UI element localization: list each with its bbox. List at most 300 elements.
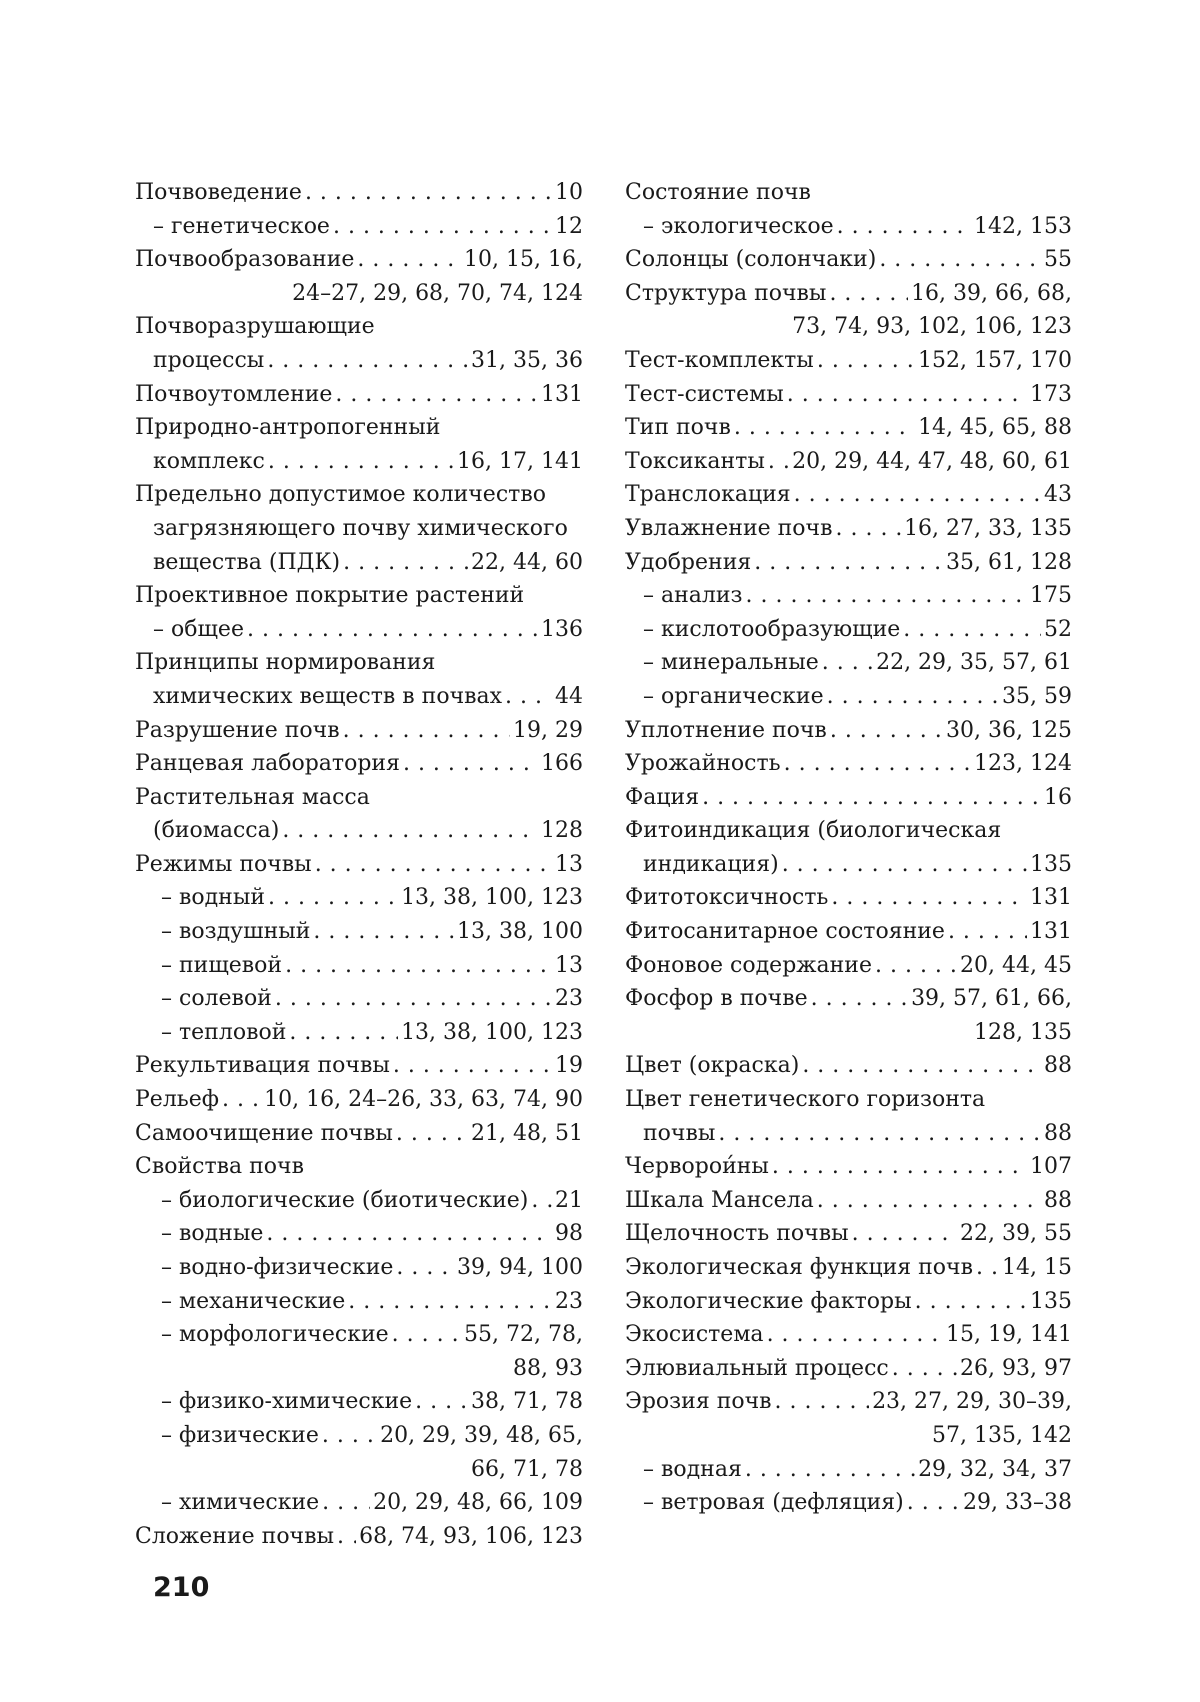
index-entry	[135, 1251, 583, 1285]
dot-leader	[305, 176, 552, 210]
index-entry	[625, 747, 1072, 781]
index-entry	[135, 646, 583, 713]
index-entry	[625, 243, 1072, 277]
index-term: – биологические (биотические)	[161, 1187, 529, 1213]
dot-leader	[343, 714, 510, 748]
index-entry-line	[135, 210, 583, 244]
dot-leader	[337, 1520, 356, 1554]
index-page-refs: 35, 59	[1002, 683, 1072, 709]
dot-leader	[948, 915, 1027, 949]
index-term: Уплотнение почв	[625, 717, 827, 743]
index-page-refs: 13, 38, 100, 123	[401, 1019, 583, 1045]
index-entry	[135, 982, 583, 1016]
dot-leader	[811, 982, 908, 1016]
index-entry-line	[135, 747, 583, 781]
index-term: Экологические факторы	[625, 1288, 912, 1314]
index-entry	[625, 646, 1072, 680]
index-term: Рельеф	[135, 1087, 220, 1113]
dot-leader	[784, 747, 971, 781]
index-term: – экологическое	[643, 213, 834, 239]
index-page-refs: 38, 71, 78	[471, 1389, 583, 1415]
index-term: Растительная масса	[135, 784, 370, 810]
index-entry	[625, 1285, 1072, 1319]
index-page-refs: 23	[555, 986, 583, 1012]
dot-leader	[505, 680, 552, 714]
index-page-refs: 128, 135	[974, 1019, 1072, 1045]
index-entry	[135, 1285, 583, 1319]
index-term: – водный	[161, 885, 266, 911]
index-entry	[625, 1049, 1072, 1083]
index-page-refs: 10	[555, 180, 583, 205]
index-page-refs: 20, 44, 45	[960, 952, 1072, 978]
index-entry-line	[625, 478, 1072, 512]
index-entry	[625, 478, 1072, 512]
index-term: – генетическое	[153, 213, 330, 239]
index-term: – воздушный	[161, 919, 311, 945]
index-term: Токсиканты	[625, 448, 765, 474]
index-term: Почвообразование	[135, 247, 355, 273]
index-term: Фитоиндикация (биологическая	[625, 818, 1002, 844]
index-page-refs: 88	[1044, 1053, 1072, 1079]
index-entry-line	[625, 546, 1072, 580]
index-page-refs: 39, 57, 61, 66,	[911, 986, 1072, 1012]
index-entry	[135, 176, 583, 210]
index-term: Увлажнение почв	[625, 515, 833, 541]
index-term: Свойства почв	[135, 1154, 304, 1180]
index-entry-line	[135, 310, 583, 344]
index-entry	[135, 579, 583, 646]
index-term: почвы	[643, 1120, 716, 1146]
index-entry-line	[135, 1251, 583, 1285]
index-entry	[625, 1486, 1072, 1520]
dot-leader	[831, 881, 1027, 915]
index-entry-line	[625, 1318, 1072, 1352]
index-entry-line	[135, 814, 583, 848]
dot-leader	[531, 1184, 552, 1218]
index-page-refs: 24–27, 29, 68, 70, 74, 124	[292, 280, 583, 306]
index-entry	[135, 1520, 583, 1554]
index-term: – химические	[161, 1490, 320, 1516]
index-entry-line	[135, 1419, 583, 1453]
index-entry-line	[625, 512, 1072, 546]
index-entry	[135, 243, 583, 310]
index-entry-line	[135, 613, 583, 647]
index-entry	[135, 714, 583, 748]
index-entry-line	[135, 1385, 583, 1419]
index-entry-line	[135, 646, 583, 680]
index-entry-line	[135, 579, 583, 613]
index-term: вещества (ПДК)	[153, 549, 341, 575]
index-entry	[625, 949, 1072, 983]
index-entry	[135, 411, 583, 478]
dot-leader	[267, 344, 468, 378]
index-term: Разрушение почв	[135, 717, 340, 743]
index-page-refs: 135	[1030, 851, 1072, 877]
dot-leader	[875, 949, 957, 983]
index-page-refs: 22, 44, 60	[471, 549, 583, 575]
index-term: Состояние почв	[625, 180, 811, 205]
index-term: Фитотоксичность	[625, 885, 829, 911]
index-entry-line	[625, 1083, 1072, 1117]
index-page-refs: 135	[1030, 1288, 1072, 1314]
index-entry-line	[135, 445, 583, 479]
index-entry-line	[135, 1285, 583, 1319]
dot-leader	[322, 1486, 370, 1520]
index-page-refs: 12	[555, 213, 583, 239]
index-page-refs: 131	[1030, 885, 1072, 911]
dot-leader	[852, 1217, 957, 1251]
index-entry	[625, 680, 1072, 714]
index-entry-line	[625, 344, 1072, 378]
dot-leader	[827, 680, 999, 714]
dot-leader	[289, 1016, 398, 1050]
index-entry-line	[625, 445, 1072, 479]
index-page-refs: 43	[1044, 482, 1072, 508]
dot-leader	[268, 881, 398, 915]
dot-leader	[315, 848, 552, 882]
index-entry-line	[625, 1352, 1072, 1386]
dot-leader	[266, 1217, 552, 1251]
index-term: – пищевой	[161, 952, 283, 978]
dot-leader	[313, 915, 454, 949]
index-term: Самоочищение почвы	[135, 1120, 393, 1146]
dot-leader	[817, 1184, 1041, 1218]
dot-leader	[879, 243, 1041, 277]
index-entry	[135, 1049, 583, 1083]
dot-leader	[817, 344, 915, 378]
page-number: 210	[153, 1572, 210, 1603]
index-term: химических веществ в почвах	[153, 683, 503, 709]
index-term: – физические	[161, 1422, 319, 1448]
index-entry-line	[135, 1184, 583, 1218]
index-term: Почвоутомление	[135, 381, 333, 407]
index-entry	[135, 1083, 583, 1117]
index-term: Щелочность почвы	[625, 1221, 849, 1247]
dot-leader	[322, 1419, 377, 1453]
index-page-refs: 29, 33–38	[963, 1490, 1072, 1516]
index-term: – анализ	[643, 583, 743, 609]
index-term: Транслокация	[625, 482, 791, 508]
index-page-refs: 16	[1044, 784, 1072, 810]
index-entry	[135, 1318, 583, 1385]
dot-leader	[837, 210, 971, 244]
index-term: Экологическая функция почв	[625, 1255, 973, 1280]
dot-leader	[275, 982, 552, 1016]
index-term: – ветровая (дефляция)	[643, 1490, 904, 1516]
index-entry-line	[135, 176, 583, 210]
index-entry-line	[135, 1352, 583, 1386]
index-entry-line	[625, 680, 1072, 714]
dot-leader	[976, 1251, 999, 1285]
dot-leader	[222, 1083, 261, 1117]
index-term: Цвет генетического горизонта	[625, 1087, 986, 1113]
dot-leader	[903, 613, 1041, 647]
index-entry-line	[625, 814, 1072, 848]
index-entry-line	[135, 243, 583, 277]
index-page-refs: 68, 74, 93, 106, 123	[359, 1523, 583, 1549]
index-page-refs: 21, 48, 51	[471, 1120, 583, 1146]
index-page-refs: 13, 38, 100	[457, 919, 583, 945]
dot-leader	[835, 512, 901, 546]
index-term: индикация)	[643, 851, 779, 877]
index-page-refs: 55	[1044, 247, 1072, 273]
index-term: Экосистема	[625, 1322, 764, 1348]
dot-leader	[396, 1251, 454, 1285]
index-entry	[135, 848, 583, 882]
index-entry-line	[625, 243, 1072, 277]
index-term: Черворои́ны	[625, 1154, 769, 1180]
index-entry-line	[625, 982, 1072, 1016]
index-entry-line	[135, 1083, 583, 1117]
index-entry	[625, 1217, 1072, 1251]
index-entry-line	[135, 411, 583, 445]
index-term: – водные	[161, 1221, 264, 1247]
index-entry	[625, 445, 1072, 479]
index-page-refs: 22, 29, 35, 57, 61	[876, 650, 1072, 676]
dot-leader	[393, 1049, 552, 1083]
index-column-left	[135, 176, 583, 1553]
index-entry	[625, 176, 1072, 243]
index-page-refs: 10, 15, 16,	[464, 247, 583, 273]
index-page-refs: 66, 71, 78	[471, 1456, 583, 1482]
index-term: Шкала Мансела	[625, 1187, 814, 1213]
dot-leader	[775, 1385, 870, 1419]
index-page-refs: 44	[555, 683, 583, 709]
index-term: – водная	[643, 1456, 742, 1482]
index-term: Фосфор в почве	[625, 986, 808, 1012]
index-term: Рекультивация почвы	[135, 1053, 390, 1079]
index-page-refs: 128	[541, 818, 583, 844]
index-term: Тип почв	[625, 415, 731, 441]
index-term: Предельно допустимое количество	[135, 482, 546, 508]
index-page-refs: 19	[555, 1053, 583, 1079]
index-term: – физико-химические	[161, 1389, 413, 1415]
index-entry-line	[625, 176, 1072, 210]
index-page-refs: 20, 29, 44, 47, 48, 60, 61	[792, 448, 1072, 474]
index-entry	[625, 814, 1072, 881]
dot-leader	[734, 411, 915, 445]
dot-leader	[822, 646, 873, 680]
index-term: – минеральные	[643, 650, 819, 676]
dot-leader	[745, 1453, 915, 1487]
index-page-refs: 142, 153	[974, 213, 1072, 239]
dot-leader	[892, 1352, 957, 1386]
index-page-refs: 88, 93	[513, 1355, 583, 1381]
dot-leader	[333, 210, 552, 244]
index-entry-line	[625, 277, 1072, 311]
index-entry	[135, 781, 583, 848]
index-entry-line	[135, 1453, 583, 1487]
dot-leader	[415, 1385, 468, 1419]
index-page-refs: 39, 94, 100	[457, 1255, 583, 1280]
index-term: Удобрения	[625, 549, 752, 575]
index-page-refs: 131	[541, 381, 583, 407]
index-entry	[135, 881, 583, 915]
index-page-refs: 29, 32, 34, 37	[918, 1456, 1072, 1482]
index-column-right	[625, 176, 1072, 1520]
index-entry	[625, 1251, 1072, 1285]
index-entry-line	[135, 378, 583, 412]
index-term: – водно-физические	[161, 1255, 394, 1280]
index-entry-line	[135, 915, 583, 949]
index-page-refs: 52	[1044, 616, 1072, 642]
index-entry	[625, 613, 1072, 647]
dot-leader	[915, 1285, 1027, 1319]
index-term: Элювиальный процесс	[625, 1355, 889, 1381]
index-page-refs: 31, 35, 36	[471, 347, 583, 373]
index-term: – общее	[153, 616, 244, 642]
index-entry-line	[135, 949, 583, 983]
index-entry	[625, 378, 1072, 412]
index-entry-line	[135, 848, 583, 882]
index-entry	[625, 1318, 1072, 1352]
index-entry	[135, 378, 583, 412]
index-entry-line	[625, 378, 1072, 412]
index-entry-line	[135, 1318, 583, 1352]
index-entry	[135, 915, 583, 949]
index-term: Фация	[625, 784, 700, 810]
index-entry-line	[625, 646, 1072, 680]
index-page-refs: 173	[1030, 381, 1072, 407]
index-entry-line	[135, 680, 583, 714]
index-page-refs: 131	[1030, 919, 1072, 945]
index-page-refs: 16, 39, 66, 68,	[911, 280, 1072, 306]
index-entry-line	[625, 915, 1072, 949]
index-entry-line	[135, 1049, 583, 1083]
index-entry-line	[135, 881, 583, 915]
index-entry	[625, 344, 1072, 378]
index-term: Ранцевая лаборатория	[135, 751, 400, 777]
dot-leader	[829, 277, 908, 311]
dot-leader	[348, 1285, 552, 1319]
index-entry-line	[625, 848, 1072, 882]
dot-leader	[787, 378, 1027, 412]
index-entry	[135, 310, 583, 377]
index-term: Сложение почвы	[135, 1523, 334, 1549]
index-term: Цвет (окраска)	[625, 1053, 800, 1079]
index-entry-line	[625, 1453, 1072, 1487]
index-entry	[625, 546, 1072, 580]
index-entry-line	[625, 1016, 1072, 1050]
index-term: процессы	[153, 347, 265, 373]
dot-leader	[772, 1150, 1027, 1184]
index-term: Природно-антропогенный	[135, 415, 441, 441]
index-entry	[625, 881, 1072, 915]
index-term: – тепловой	[161, 1019, 287, 1045]
index-page-refs: 23, 27, 29, 30–39,	[872, 1389, 1072, 1415]
index-entry	[625, 411, 1072, 445]
index-entry	[135, 210, 583, 244]
index-entry	[135, 478, 583, 579]
index-page-refs: 14, 45, 65, 88	[918, 415, 1072, 441]
index-entry-line	[135, 344, 583, 378]
index-page-refs: 35, 61, 128	[946, 549, 1072, 575]
index-entry	[135, 1486, 583, 1520]
index-page-refs: 57, 135, 142	[932, 1422, 1072, 1448]
dot-leader	[782, 848, 1027, 882]
index-entry	[135, 1117, 583, 1151]
index-entry	[625, 714, 1072, 748]
index-entry-line	[625, 1217, 1072, 1251]
index-entry	[625, 277, 1072, 344]
index-page-refs: 26, 93, 97	[960, 1355, 1072, 1381]
index-page-refs: 20, 29, 48, 66, 109	[373, 1490, 583, 1516]
index-term: – механические	[161, 1288, 346, 1314]
index-entry	[135, 1217, 583, 1251]
index-term: Тест-системы	[625, 381, 784, 407]
index-entry	[625, 781, 1072, 815]
index-entry-line	[135, 478, 583, 512]
dot-leader	[702, 781, 1041, 815]
index-entry-line	[135, 982, 583, 1016]
index-page-refs: 16, 27, 33, 135	[904, 515, 1072, 541]
index-page-refs: 20, 29, 39, 48, 65,	[380, 1422, 583, 1448]
index-entry-line	[135, 714, 583, 748]
dot-leader	[403, 747, 538, 781]
index-page-refs: 73, 74, 93, 102, 106, 123	[792, 314, 1072, 340]
index-page-refs: 136	[541, 616, 583, 642]
index-entry-line	[625, 1184, 1072, 1218]
dot-leader	[802, 1049, 1041, 1083]
dot-leader	[767, 1318, 943, 1352]
index-entry-line	[625, 1049, 1072, 1083]
index-term: Тест-комплекты	[625, 347, 814, 373]
index-entry-line	[625, 1419, 1072, 1453]
index-entry-line	[625, 411, 1072, 445]
index-term: Проективное покрытие растений	[135, 583, 525, 609]
index-entry-line	[625, 310, 1072, 344]
dot-leader	[392, 1318, 461, 1352]
index-entry-line	[625, 949, 1072, 983]
index-term: Структура почвы	[625, 280, 827, 306]
index-entry	[625, 1083, 1072, 1150]
index-page-refs: 13	[555, 851, 583, 877]
index-entry	[135, 1016, 583, 1050]
index-entry-line	[625, 210, 1072, 244]
index-entry-line	[135, 1486, 583, 1520]
index-entry	[625, 512, 1072, 546]
index-page-refs: 23	[555, 1288, 583, 1314]
index-page-refs: 19, 29	[513, 717, 583, 743]
index-page-refs: 15, 19, 141	[946, 1322, 1072, 1348]
index-term: Режимы почвы	[135, 851, 312, 877]
index-entry	[135, 1184, 583, 1218]
index-entry	[135, 747, 583, 781]
index-entry	[625, 1150, 1072, 1184]
index-entry	[625, 1184, 1072, 1218]
index-term: – солевой	[161, 986, 272, 1012]
index-term: комплекс	[153, 448, 265, 474]
index-term: Эрозия почв	[625, 1389, 772, 1415]
index-term: – органические	[643, 683, 824, 709]
index-entry-line	[135, 1217, 583, 1251]
index-page-refs: 10, 16, 24–26, 33, 63, 74, 90	[264, 1087, 583, 1113]
index-term: Урожайность	[625, 751, 781, 777]
dot-leader	[282, 814, 538, 848]
index-entry	[135, 1150, 583, 1184]
dot-leader	[357, 243, 461, 277]
index-page-refs: 98	[555, 1221, 583, 1247]
index-page-refs: 88	[1044, 1187, 1072, 1213]
index-entry-line	[135, 277, 583, 311]
index-entry	[135, 1419, 583, 1486]
dot-leader	[285, 949, 552, 983]
dot-leader	[830, 714, 943, 748]
index-term: Солонцы (солончаки)	[625, 247, 877, 273]
index-entry-line	[625, 1285, 1072, 1319]
index-entry	[135, 1385, 583, 1419]
index-page-refs: 123, 124	[974, 751, 1072, 777]
